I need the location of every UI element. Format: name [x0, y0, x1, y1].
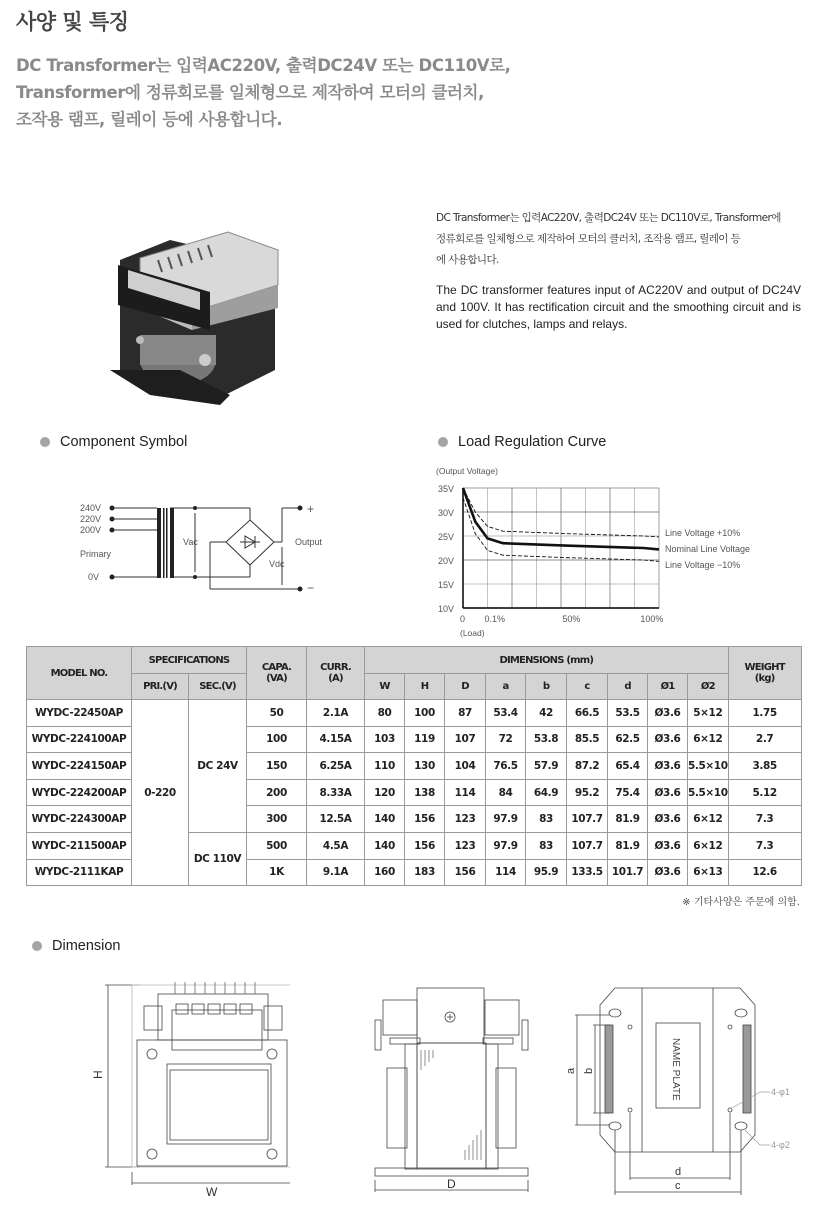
header-weight-label: WEIGHT [744, 662, 785, 673]
cell-dim: 156 [445, 859, 486, 886]
legend-label: Line Voltage −10% [665, 560, 741, 570]
cell-dim: Ø3.6 [648, 859, 688, 886]
cell-dim: 114 [445, 779, 486, 806]
cell-dim: 110 [365, 753, 405, 780]
cell-dim: Ø3.6 [648, 806, 688, 833]
cell-sec: DC 24V [189, 700, 247, 833]
cell-dim: 5.5×10 [688, 753, 729, 780]
label-minus: − [307, 581, 315, 595]
table-row [27, 700, 802, 727]
cell-curr: 8.33A [307, 779, 365, 806]
header-curr [307, 647, 365, 700]
cell-curr: 6.25A [307, 753, 365, 780]
legend-label: Nominal Line Voltage [665, 544, 751, 554]
cell-dim: Ø3.6 [648, 779, 688, 806]
cell-dim: 101.7 [608, 859, 648, 886]
cell-dim: 138 [405, 779, 445, 806]
cell-dim: 5×12 [688, 700, 729, 727]
cell-dim: 104 [445, 753, 486, 780]
spec-table-body [27, 700, 802, 886]
cell-dim: 119 [405, 726, 445, 753]
cell-dim: 133.5 [567, 859, 608, 886]
chart-ylabel: (Output Voltage) [436, 466, 498, 476]
cell-dim: 83 [526, 806, 567, 833]
header-capa-label: CAPA. [261, 662, 292, 673]
cell-dim: 140 [365, 806, 405, 833]
cell-dim: 57.9 [526, 753, 567, 780]
product-photo [110, 220, 290, 410]
cell-dim: 85.5 [567, 726, 608, 753]
cell-dim: 97.9 [486, 806, 526, 833]
cell-weight: 1.75 [728, 700, 801, 727]
cell-dim: 130 [405, 753, 445, 780]
header-dim-d-small: d [608, 674, 648, 700]
intro-line-2: Transformer에 정류회로를 일체형으로 제작하여 모터의 클러치, [16, 83, 484, 102]
cell-dim: 81.9 [608, 806, 648, 833]
label-vdc: Vdc [269, 559, 285, 569]
intro-line-3: 조작용 램프, 릴레이 등에 사용합니다. [16, 110, 283, 129]
header-dim-d: D [445, 674, 486, 700]
header-weight-unit: (kg) [754, 673, 775, 684]
cell-weight: 12.6 [728, 859, 801, 886]
header-specifications: SPECIFICATIONS [132, 647, 247, 674]
cell-dim: 156 [405, 832, 445, 859]
y-tick-label: 30V [438, 508, 455, 518]
dimension-side-view [365, 980, 540, 1195]
cell-dim: 53.4 [486, 700, 526, 727]
cell-dim: 66.5 [567, 700, 608, 727]
x-tick-label: 100% [640, 614, 664, 624]
label-vac: Vac [183, 537, 198, 547]
bullet-icon [40, 437, 50, 447]
dimension-heading [32, 938, 121, 954]
header-dimensions: DIMENSIONS (mm) [365, 647, 729, 674]
component-symbol-heading [40, 434, 187, 450]
header-dim-phi2: Ø2 [688, 674, 729, 700]
cell-dim: 120 [365, 779, 405, 806]
cell-model: WYDC-2111KAP [27, 859, 132, 886]
label-0v: 0V [88, 572, 100, 582]
label-240v: 240V [80, 503, 102, 513]
cell-dim: 42 [526, 700, 567, 727]
description-english: The DC transformer features input of AC220V and output of DC24V and 100V. It has rectification circuit and the smoothing circuit and is used for clutches, lamps and relays. [436, 283, 801, 331]
cell-dim: 160 [365, 859, 405, 886]
cell-dim: 183 [405, 859, 445, 886]
cell-model: WYDC-224100AP [27, 726, 132, 753]
load-regulation-chart [430, 460, 770, 645]
label-primary: Primary [80, 549, 111, 559]
cell-dim: 64.9 [526, 779, 567, 806]
y-tick-label: 20V [438, 556, 455, 566]
header-weight [728, 647, 801, 700]
dimension-bottom-view [555, 980, 820, 1200]
cell-dim: 107 [445, 726, 486, 753]
header-dim-h: H [405, 674, 445, 700]
cell-dim: 107.7 [567, 806, 608, 833]
legend-label: Line Voltage +10% [665, 528, 741, 538]
cell-model: WYDC-224300AP [27, 806, 132, 833]
header-capa [247, 647, 307, 700]
label-d: D [447, 1177, 456, 1191]
bullet-icon [438, 437, 448, 447]
load-regulation-title: Load Regulation Curve [458, 434, 607, 450]
cell-dim: 100 [405, 700, 445, 727]
table-note: ※ 기타사양은 주문에 의함. [682, 897, 800, 908]
bullet-icon [32, 941, 42, 951]
x-tick-label: 0.1% [484, 614, 506, 624]
cell-dim: 80 [365, 700, 405, 727]
intro-line-1: DC Transformer는 입력AC220V, 출력DC24V 또는 DC110V로, [16, 56, 511, 75]
cell-dim: 53.5 [608, 700, 648, 727]
cell-weight: 5.12 [728, 779, 801, 806]
cell-dim: 5.5×10 [688, 779, 729, 806]
cell-sec: DC 110V [189, 832, 247, 885]
cell-capa: 300 [247, 806, 307, 833]
cell-dim: 6×12 [688, 832, 729, 859]
cell-dim: 83 [526, 832, 567, 859]
cell-dim: 75.4 [608, 779, 648, 806]
load-regulation-heading [438, 434, 606, 450]
cell-curr: 4.5A [307, 832, 365, 859]
cell-dim: Ø3.6 [648, 726, 688, 753]
cell-dim: Ø3.6 [648, 832, 688, 859]
dimension-title: Dimension [52, 938, 121, 954]
x-tick-label: 0 [460, 614, 466, 624]
cell-dim: 140 [365, 832, 405, 859]
cell-dim: 6×12 [688, 806, 729, 833]
cell-pri: 0-220 [132, 700, 189, 886]
cell-model: WYDC-22450AP [27, 700, 132, 727]
label-220v: 220V [80, 514, 102, 524]
cell-dim: Ø3.6 [648, 753, 688, 780]
cell-dim: 81.9 [608, 832, 648, 859]
cell-dim: 87.2 [567, 753, 608, 780]
label-h: H [91, 1070, 105, 1079]
header-dim-w: W [365, 674, 405, 700]
header-dim-b: b [526, 674, 567, 700]
header-pri: PRI.(V) [132, 674, 189, 700]
header-dim-phi1: Ø1 [648, 674, 688, 700]
cell-model: WYDC-224200AP [27, 779, 132, 806]
transformer-product-image [110, 232, 278, 405]
cell-dim: 53.8 [526, 726, 567, 753]
y-tick-label: 15V [438, 580, 455, 590]
header-dim-c: c [567, 674, 608, 700]
description-korean-line-2: 정류회로를 일체형으로 제작하여 모터의 클러치, 조작용 램프, 릴레이 등 [436, 233, 741, 245]
header-curr-unit: (A) [328, 673, 343, 684]
header-capa-unit: (VA) [266, 673, 287, 684]
cell-dim: 87 [445, 700, 486, 727]
label-dim-d: d [675, 1166, 682, 1178]
cell-dim: 84 [486, 779, 526, 806]
page-title: 사양 및 특징 [16, 10, 129, 34]
cell-dim: 95.9 [526, 859, 567, 886]
y-tick-label: 35V [438, 484, 455, 494]
header-dim-a: a [486, 674, 526, 700]
cell-curr: 4.15A [307, 726, 365, 753]
label-dim-c: c [675, 1180, 681, 1192]
cell-curr: 12.5A [307, 806, 365, 833]
cell-weight: 2.7 [728, 726, 801, 753]
cell-capa: 200 [247, 779, 307, 806]
cell-dim: 103 [365, 726, 405, 753]
cell-dim: 95.2 [567, 779, 608, 806]
cell-dim: 6×13 [688, 859, 729, 886]
label-phi2: 4-φ2 [771, 1140, 790, 1150]
description-korean [436, 208, 801, 271]
component-symbol-diagram [70, 495, 340, 605]
cell-weight: 7.3 [728, 806, 801, 833]
label-200v: 200V [80, 525, 102, 535]
cell-weight: 7.3 [728, 832, 801, 859]
cell-dim: 76.5 [486, 753, 526, 780]
cell-capa: 50 [247, 700, 307, 727]
cell-curr: 9.1A [307, 859, 365, 886]
cell-weight: 3.85 [728, 753, 801, 780]
cell-dim: 97.9 [486, 832, 526, 859]
component-symbol-title: Component Symbol [60, 434, 188, 450]
cell-dim: Ø3.6 [648, 700, 688, 727]
cell-capa: 500 [247, 832, 307, 859]
cell-dim: 156 [405, 806, 445, 833]
x-tick-label: 50% [562, 614, 581, 624]
cell-capa: 1K [247, 859, 307, 886]
cell-capa: 100 [247, 726, 307, 753]
y-tick-label: 25V [438, 532, 455, 542]
label-w: W [206, 1185, 218, 1199]
header-curr-label: CURR. [320, 662, 351, 673]
cell-dim: 6×12 [688, 726, 729, 753]
cell-dim: 65.4 [608, 753, 648, 780]
cell-dim: 123 [445, 832, 486, 859]
label-plus: + [307, 502, 315, 516]
spec-table [26, 646, 802, 886]
cell-curr: 2.1A [307, 700, 365, 727]
label-name-plate: NAME PLATE [670, 1038, 681, 1101]
description-korean-line-1: DC Transformer는 입력AC220V, 출력DC24V 또는 DC110V로, Transformer에 [436, 212, 781, 224]
y-tick-label: 10V [438, 604, 455, 614]
cell-model: WYDC-224150AP [27, 753, 132, 780]
chart-xlabel: (Load) [460, 628, 485, 638]
header-model: MODEL NO. [27, 647, 132, 700]
cell-dim: 107.7 [567, 832, 608, 859]
label-b: b [583, 1067, 595, 1074]
label-phi1: 4-φ1 [771, 1087, 790, 1097]
cell-dim: 62.5 [608, 726, 648, 753]
description-korean-line-3: 에 사용합니다. [436, 254, 499, 266]
cell-dim: 114 [486, 859, 526, 886]
header-sec: SEC.(V) [189, 674, 247, 700]
cell-dim: 72 [486, 726, 526, 753]
label-output: Output [295, 537, 323, 547]
label-a: a [565, 1067, 577, 1074]
cell-capa: 150 [247, 753, 307, 780]
cell-dim: 123 [445, 806, 486, 833]
cell-model: WYDC-211500AP [27, 832, 132, 859]
dimension-front-view [80, 980, 290, 1200]
